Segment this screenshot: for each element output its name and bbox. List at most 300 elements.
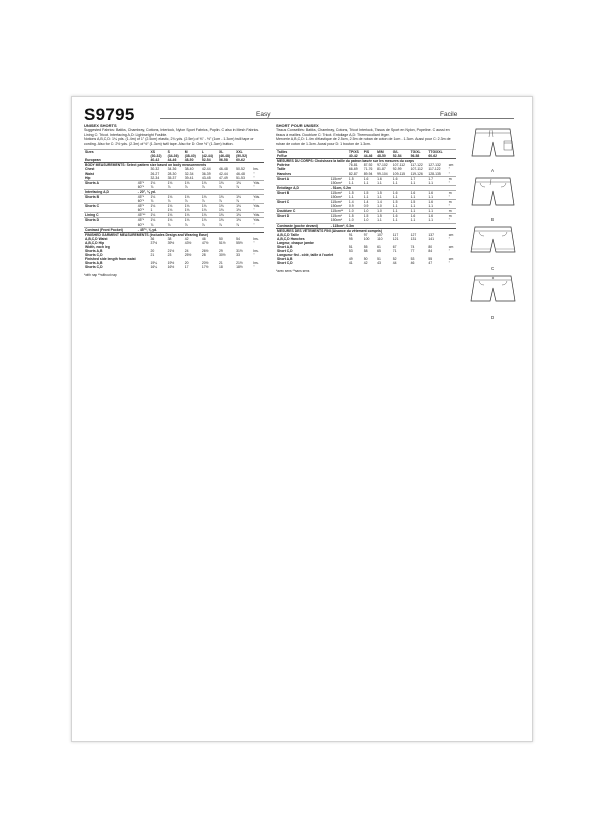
row-label: Short C xyxy=(276,200,330,205)
value-cell: 1.6 xyxy=(392,214,410,219)
value-cell: 51 xyxy=(348,245,353,249)
fabric-width: - 51cm, 0.2m xyxy=(330,185,456,190)
unit-cell: " xyxy=(253,171,255,176)
european-label: European xyxy=(85,158,101,163)
row-label: A,B,C,D Taille xyxy=(277,232,299,237)
value-cell: 1⅛ xyxy=(150,218,167,223)
unit-cell: " xyxy=(253,240,255,245)
value-cell: 1⅛ xyxy=(235,204,252,209)
value-cell: 23 xyxy=(167,253,172,258)
value-cell: 1⅛ xyxy=(167,218,184,223)
row-label: A,B,C,D Hanches xyxy=(277,236,305,241)
value-cell: ⅞ xyxy=(236,222,239,227)
value-cell: 1.6 xyxy=(427,200,447,205)
header-rule xyxy=(160,118,514,119)
value-cell: 1⅛ xyxy=(201,180,218,185)
unit-cell: m xyxy=(448,209,456,214)
row-label: Short A xyxy=(276,176,330,181)
value-cell: 1⅛ xyxy=(201,194,218,199)
row-label: A,B,C,D Hip xyxy=(85,240,105,245)
section-title: FINISHED GARMENT MEASUREMENTS (Includes Design and Wearing Ease) xyxy=(85,232,208,237)
european-size: 56-58 xyxy=(219,158,228,163)
unit-cell: Yds. xyxy=(252,218,264,223)
value-cell: 91 xyxy=(348,232,353,237)
value-cell: 17½ xyxy=(201,265,209,270)
value-cell: 1⅛ xyxy=(150,180,167,185)
size-header: TP/XS xyxy=(348,150,363,155)
value-cell: 1.0 xyxy=(363,209,376,214)
value-cell: 1.1 xyxy=(392,218,398,223)
row-label: Taille xyxy=(277,167,286,172)
value-cell: 1.5 xyxy=(348,176,363,181)
value-cell: 71-76 xyxy=(363,167,373,172)
value-cell: 1⅛ xyxy=(167,204,184,209)
value-cell: 1⅛ xyxy=(235,194,252,199)
fabric-width: 115cm* xyxy=(330,190,348,195)
value-cell: 74 xyxy=(410,245,415,249)
value-cell: ⅞ xyxy=(201,184,205,189)
view-label-b: B xyxy=(491,217,495,222)
value-cell: 127-132 xyxy=(428,163,441,168)
fabric-width: 150cm* xyxy=(330,194,343,199)
european-size: 44-46 xyxy=(167,158,177,163)
row-label: Shorts B xyxy=(84,194,137,199)
european-size: 40-42 xyxy=(150,158,160,163)
view-a-drawing xyxy=(468,126,518,173)
value-cell: 77 xyxy=(410,249,415,254)
row-label: Contrast (Front Pocket) xyxy=(84,227,137,232)
value-cell: 1.6 xyxy=(410,190,428,195)
value-cell: 44 xyxy=(392,261,397,266)
value-cell: 1.1 xyxy=(392,204,398,209)
value-cell: 1.5 xyxy=(348,214,363,219)
fabric-width: 115cm** xyxy=(330,209,348,214)
row-label: Shorts D xyxy=(84,218,137,223)
european-size: 52-54 xyxy=(392,154,402,159)
value-cell: 71 xyxy=(392,249,397,254)
view-drawings xyxy=(468,126,524,322)
fabric-width: 45"* xyxy=(137,204,150,209)
row-label: Width, each leg xyxy=(85,245,110,249)
european-size: 56-58 xyxy=(410,154,420,159)
section-title: MESURES DU CORPS: Choisissez la taille du patron basée sur les mesures du corps xyxy=(277,159,414,164)
size-range: (38-40) xyxy=(184,154,196,159)
value-cell: 1.1 xyxy=(392,194,398,199)
value-cell: 131 xyxy=(410,236,417,241)
fabric-width: 60"* xyxy=(137,208,145,213)
value-cell: ⅞ xyxy=(236,199,239,204)
value-cell: 1.1 xyxy=(392,209,410,214)
unit-cell: " xyxy=(253,175,255,180)
value-cell: ⅞ xyxy=(167,184,171,189)
value-cell: 1⅛ xyxy=(235,218,252,223)
value-cell: 1⅛ xyxy=(201,204,218,209)
value-cell: 47 xyxy=(428,261,433,266)
value-cell: 1⅛ xyxy=(218,213,235,218)
sizes-label: Tailles xyxy=(276,150,348,155)
value-cell: 1.1 xyxy=(348,194,354,199)
unit-cell: " xyxy=(448,194,450,199)
row-label: Short B xyxy=(276,190,330,195)
value-cell: 32-34 xyxy=(184,171,194,176)
value-cell: 107 xyxy=(377,232,383,237)
unit-cell: " xyxy=(253,265,255,270)
value-cell: 117-122 xyxy=(428,167,441,172)
view-c-drawing xyxy=(468,224,518,271)
value-cell: 1.5 xyxy=(363,190,376,195)
size-header: L xyxy=(201,150,218,155)
row-label: Shorts C,D xyxy=(85,253,103,258)
value-cell: 107-112 xyxy=(392,163,405,168)
fabric-width: 60"* xyxy=(137,199,145,204)
value-cell: 117 xyxy=(392,232,399,237)
size-header: M xyxy=(184,150,201,155)
row-label: Lining C xyxy=(84,213,137,218)
size-header: P/S xyxy=(363,150,376,155)
yardage-table-en xyxy=(84,149,264,270)
unit-cell: " xyxy=(253,184,255,189)
value-cell: ⅞ xyxy=(219,222,222,227)
value-cell: 43½ xyxy=(184,240,192,245)
value-cell: 1.0 xyxy=(377,204,382,209)
value-cell: 1.5 xyxy=(376,190,392,195)
fabric-width: 60"* xyxy=(137,222,145,227)
fabrics-fr: Tissus Conseillés: Batiks, Chambray, Cotons, Tricot Interlock, Tissus de Sport en Nylon, Popeline. C aussi en tissus à mailles. Doublure C: Tricot. Entoilage A,D: Thermocollant léger. xyxy=(276,128,450,137)
value-cell: 50-52 xyxy=(236,167,245,172)
value-cell: 1⅛ xyxy=(218,204,235,209)
value-cell: ⅞ xyxy=(184,199,188,204)
size-header: XXL xyxy=(235,150,252,155)
unit-cell: Yds. xyxy=(252,180,264,185)
row-label: Short C,D xyxy=(277,249,293,254)
value-cell: 51½ xyxy=(219,240,226,245)
size-range: (30-32) xyxy=(150,154,162,159)
value-cell: 1.5 xyxy=(392,200,410,205)
value-cell: 117-122 xyxy=(410,163,423,168)
unit-cell: " xyxy=(448,171,450,176)
value-cell: ⅞ xyxy=(219,199,222,204)
row-label: Doublure C xyxy=(276,209,330,214)
value-cell: 0.9 xyxy=(348,204,354,209)
footnote-fr: *avec sens **sans sens xyxy=(276,268,310,273)
row-label: Short D xyxy=(276,214,330,219)
value-cell: 19¼ xyxy=(150,261,158,266)
value-cell: 1.1 xyxy=(428,180,434,185)
value-cell: 30-32 xyxy=(150,167,160,172)
value-cell: 42-44 xyxy=(201,167,211,172)
row-label: Waist xyxy=(85,171,94,176)
fabric-width: 45"** xyxy=(137,213,150,218)
value-cell: 1.6 xyxy=(427,190,447,195)
value-cell: 54 xyxy=(236,236,240,241)
value-cell: 46 xyxy=(201,236,206,241)
difficulty-fr: Facile xyxy=(440,111,458,118)
value-cell: 76-81 xyxy=(348,163,358,168)
value-cell: 1.1 xyxy=(427,209,447,214)
value-cell: 1⅛ xyxy=(150,213,167,218)
unit-cell: Yds. xyxy=(252,204,264,209)
value-cell: 67 xyxy=(392,245,397,249)
value-cell: 1.1 xyxy=(428,218,434,223)
value-cell: 18½ xyxy=(236,265,243,270)
row-label: Hanches xyxy=(277,171,292,176)
unit-cell: cm xyxy=(448,232,454,237)
fabric-width: 150cm* xyxy=(330,204,343,209)
value-cell: 37½ xyxy=(150,240,158,245)
unit-cell: m xyxy=(448,190,456,195)
value-cell: 1.1 xyxy=(428,194,434,199)
unit-cell: m xyxy=(448,176,456,181)
value-cell: 1⅛ xyxy=(184,208,190,213)
view-b-drawing xyxy=(468,175,518,222)
section-title: MESURES DES VÊTEMENTS FINI (Aisance du vêtement compris) xyxy=(277,228,382,233)
value-cell: 21 xyxy=(219,261,223,266)
value-cell: 97 xyxy=(363,232,368,237)
value-cell: 107-112 xyxy=(410,167,423,172)
row-label: Poitrine xyxy=(277,163,290,168)
value-cell: 32-34 xyxy=(150,175,160,180)
value-cell: 80 xyxy=(428,245,433,249)
unit-cell: Ins. xyxy=(253,261,259,266)
shorts-c-icon xyxy=(468,224,518,264)
pattern-envelope-back xyxy=(71,96,533,742)
section-title: BODY MEASUREMENTS: Select pattern size based on body measurements xyxy=(85,163,207,168)
value-cell: 1.1 xyxy=(377,180,382,185)
unit-cell: " xyxy=(448,261,450,266)
unit-cell: cm xyxy=(448,257,454,262)
fabric-width: 45"* xyxy=(137,194,150,199)
row-label: Contraste (poche devant) xyxy=(276,223,330,228)
value-cell: 1.1 xyxy=(410,204,416,209)
value-cell: 1⅛ xyxy=(219,208,224,213)
value-cell: 119-126 xyxy=(410,171,423,176)
european-size: 48-50 xyxy=(377,154,386,159)
fabric-width: 45"* xyxy=(137,218,150,223)
value-cell: 1.5 xyxy=(410,200,428,205)
value-cell: 21 xyxy=(150,253,155,258)
value-cell: 55 xyxy=(363,245,368,249)
european-size: 40-42 xyxy=(348,154,358,159)
row-label: Chest xyxy=(85,167,95,172)
value-cell: 1⅛ xyxy=(236,208,241,213)
unit-cell: " xyxy=(448,180,450,185)
view-d-drawing xyxy=(468,273,518,320)
size-header: G/L xyxy=(392,150,410,155)
unit-cell: m xyxy=(448,200,456,205)
value-cell: 1⅛ xyxy=(167,208,173,213)
value-cell: ⅞ xyxy=(236,184,239,189)
value-cell: ⅞ xyxy=(219,184,222,189)
value-cell: 1⅛ xyxy=(201,213,218,218)
value-cell: 1⅛ xyxy=(235,213,252,218)
value-cell: 17 xyxy=(184,265,189,270)
value-cell: 1.5 xyxy=(376,214,392,219)
unit-cell: " xyxy=(448,249,450,254)
value-cell: 41 xyxy=(348,261,353,266)
fabric-width: 115cm* xyxy=(330,214,348,219)
difficulty-en: Easy xyxy=(256,111,271,118)
value-cell: 46-48 xyxy=(219,167,228,172)
value-cell: ⅞ xyxy=(150,222,154,227)
value-cell: 25½ xyxy=(184,253,192,258)
value-cell: ⅞ xyxy=(184,184,188,189)
value-cell: 1⅛ xyxy=(167,213,184,218)
european-size: 60-62 xyxy=(428,154,438,159)
value-cell: 1.5 xyxy=(363,214,376,219)
european-size: 52-54 xyxy=(201,158,211,163)
unit-cell: Ins. xyxy=(253,249,259,254)
row-label: Entoilage A,D xyxy=(276,185,330,190)
row-label: Shorts C xyxy=(84,204,137,209)
unit-cell: " xyxy=(448,204,450,209)
unit-cell: " xyxy=(253,199,255,204)
row-label: Shorts A xyxy=(84,180,137,185)
value-cell: ⅞ xyxy=(167,199,171,204)
value-cell: ⅞ xyxy=(184,222,188,227)
value-cell: 1 xyxy=(150,208,153,213)
size-header: XS xyxy=(150,150,167,155)
value-cell: 0.9 xyxy=(363,204,369,209)
value-cell: 1.1 xyxy=(410,209,428,214)
value-cell: 20 xyxy=(184,261,189,266)
value-cell: 89-94 xyxy=(363,171,373,176)
row-label: Short C,D xyxy=(277,261,293,266)
value-cell: 1⅛ xyxy=(150,204,167,209)
value-cell: 26-27 xyxy=(150,171,160,176)
value-cell: 47-49 xyxy=(219,175,228,180)
view-label-d: D xyxy=(491,315,495,320)
value-cell: 29 xyxy=(219,249,223,254)
english-column xyxy=(84,124,264,280)
unit-cell: Yds. xyxy=(252,213,264,218)
value-cell: 1.0 xyxy=(348,218,354,223)
fabric-width: - 45"*, ⅜ yd. xyxy=(137,227,264,232)
value-cell: 1.0 xyxy=(376,209,392,214)
value-cell: 87-92 xyxy=(363,163,373,168)
value-cell: ⅞ xyxy=(150,199,154,204)
notions-en: Notions A,B,C,D: 1¼ yds. (1.4m) of 1" (2.5cm) elastic, 2¾ yds. (2.5m) of ⅜" - ½" (1cm - 1.3cm) twill tape or cording. Also for C: 2½ yds. (2.3m) of ½" (1.3cm) twill tape. Also for D: One ½" (1.3cm) button. xyxy=(84,137,254,146)
unit-cell: " xyxy=(448,236,450,241)
value-cell: 43 xyxy=(377,261,381,266)
pattern-number: S9795 xyxy=(84,105,135,124)
value-cell: 30½ xyxy=(219,253,226,258)
value-cell: 18 xyxy=(219,265,223,270)
yardage-table-fr xyxy=(276,149,456,265)
value-cell: 95 xyxy=(348,236,353,241)
value-cell: 61 xyxy=(377,245,381,249)
view-label-a: A xyxy=(491,168,495,173)
value-cell: 55 xyxy=(428,257,433,262)
value-cell: 31½ xyxy=(236,249,243,254)
value-cell: 1⅛ xyxy=(201,218,218,223)
value-cell: 50 xyxy=(363,257,368,262)
row-label: Longueur fini - côté, taille à l'ourlet xyxy=(277,253,334,258)
shorts-d-icon xyxy=(468,273,518,313)
value-cell: 84 xyxy=(428,249,433,254)
size-header: M/M xyxy=(376,150,392,155)
value-cell: 1⅛ xyxy=(167,180,184,185)
value-cell: 66-69 xyxy=(348,167,358,172)
footnote-en: *with nap **without nap xyxy=(84,272,117,277)
value-cell: 81-87 xyxy=(377,167,386,172)
value-cell: 1.6 xyxy=(376,176,392,181)
value-cell: 128-135 xyxy=(428,171,441,176)
finished-row xyxy=(84,265,264,269)
value-cell: 42-44 xyxy=(219,171,228,176)
notions-fr: Mercerie A,B,C,D: 1.4m d'élastique de 2.5cm, 2.5m de ruban de coton de 1cm - 1.3cm. Aussi pour C: 2.3m de ruban de coton de 1.3cm. Aussi pour D: 1 bouton de 1.3cm. xyxy=(276,137,451,146)
value-cell: 1.7 xyxy=(427,176,447,181)
value-cell: 1.1 xyxy=(410,194,416,199)
value-cell: 1.7 xyxy=(410,176,428,181)
unit-cell: " xyxy=(253,222,255,227)
value-cell: 19½ xyxy=(167,261,175,266)
value-cell: ⅞ xyxy=(167,222,171,227)
unit-cell: " xyxy=(253,253,255,258)
size-range: (34-36) xyxy=(167,154,179,159)
value-cell: 42 xyxy=(363,261,368,266)
value-cell: 1.0 xyxy=(348,209,363,214)
value-cell: 1.4 xyxy=(376,200,392,205)
value-cell: 38 xyxy=(167,236,172,241)
row-label: Finished side length from waist xyxy=(85,257,136,262)
value-cell: 1.5 xyxy=(348,190,363,195)
value-cell: 16¼ xyxy=(150,265,158,270)
european-size: 44-46 xyxy=(363,154,373,159)
value-cell: 51-53 xyxy=(236,175,245,180)
row-label: Hip xyxy=(85,175,91,180)
value-cell: 39½ xyxy=(167,240,175,245)
value-cell: 141 xyxy=(428,236,434,241)
fabric-width: 60"* xyxy=(137,184,145,189)
unit-cell: " xyxy=(448,167,450,172)
value-cell: 127 xyxy=(410,232,417,237)
unit-cell: " xyxy=(253,208,255,213)
value-cell: 65 xyxy=(377,249,381,254)
unit-cell: m xyxy=(448,214,456,219)
value-cell: 43-45 xyxy=(201,175,211,180)
value-cell: 53 xyxy=(410,257,415,262)
value-cell: 20½ xyxy=(201,261,209,266)
value-cell: 50 xyxy=(219,236,223,241)
value-cell: 1.1 xyxy=(377,218,382,223)
row-label: Short A,B xyxy=(277,257,293,262)
finished-row xyxy=(276,261,456,265)
size-range: (42-44) xyxy=(201,154,213,159)
value-cell: 1.1 xyxy=(428,204,434,209)
value-cell: 100 xyxy=(363,236,370,241)
value-cell: 38-40 xyxy=(184,167,194,172)
row-label: Shorts C,D xyxy=(85,265,103,270)
value-cell: 36-39 xyxy=(201,171,211,176)
value-cell: 1.1 xyxy=(410,218,416,223)
unit-cell: Yds. xyxy=(252,194,264,199)
fabric-width: 45"* xyxy=(137,180,150,185)
value-cell: 82-87 xyxy=(348,171,358,176)
value-cell: 1⅛ xyxy=(184,194,201,199)
value-cell: 1.6 xyxy=(410,214,428,219)
value-cell: 36 xyxy=(150,236,155,241)
value-cell: 137 xyxy=(428,232,434,237)
value-cell: 1⅛ xyxy=(235,180,252,185)
value-cell: 92-99 xyxy=(392,167,402,172)
value-cell: 28 xyxy=(201,253,206,258)
value-cell: 1⅛ xyxy=(184,180,201,185)
value-cell: 1.4 xyxy=(348,200,363,205)
shorts-b-icon xyxy=(468,175,518,215)
fabric-width: 115cm* xyxy=(330,200,348,205)
value-cell: 21½ xyxy=(236,261,243,266)
unit-cell: Ins. xyxy=(253,236,259,241)
